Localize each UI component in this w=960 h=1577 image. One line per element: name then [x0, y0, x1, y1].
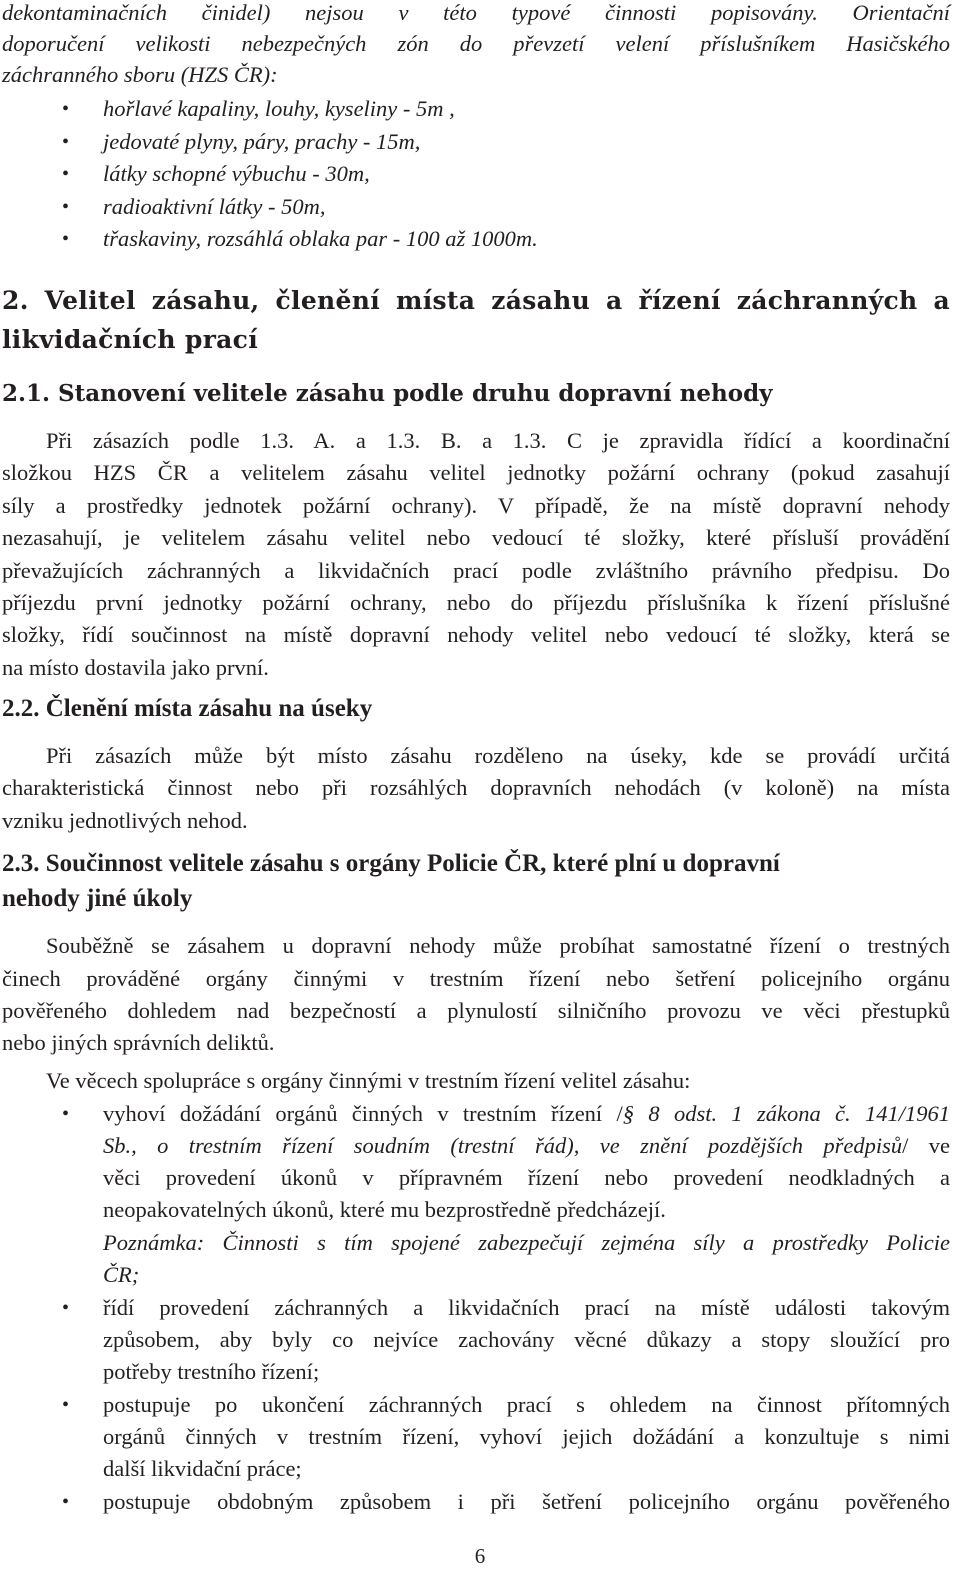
note-line: Poznámka: Činnosti s tím spojené zabezpečují zejména síly a prostředky Policie: [103, 1230, 950, 1255]
paragraph-line: pověřeného dohledem nad bezpečností a plynulostí silničního provozu ve věci přestupků: [2, 998, 950, 1023]
zone-item: jedovaté plyny, páry, prachy - 15m,: [103, 129, 421, 154]
zone-item: třaskaviny, rozsáhlá oblaka par - 100 až 1000m.: [103, 226, 538, 251]
bullet-icon: •: [62, 131, 70, 153]
section-2-1-heading: 2.1. Stanovení velitele zásahu podle druhu dopravní nehody: [2, 380, 773, 407]
paragraph-line: činech prováděné orgány činnými v trestním řízení nebo šetření policejního orgánu: [2, 966, 950, 991]
paragraph-line: Ve věcech spolupráce s orgány činnými v trestním řízení velitel zásahu:: [46, 1068, 691, 1093]
bullet-item-line: [103, 1133, 950, 1159]
text-run: / ve: [902, 1133, 950, 1158]
section-2-3-heading: 2.3. Součinnost velitele zásahu s orgány Policie ČR, které plní u dopravní: [2, 850, 780, 877]
bullet-icon: •: [62, 1491, 70, 1513]
bullet-item-line: způsobem, aby byly co nejvíce zachovány věcné důkazy a stopy sloužící pro: [103, 1327, 950, 1352]
bullet-icon: •: [62, 1103, 70, 1125]
bullet-item-line: postupuje po ukončení záchranných prací s ohledem na činnost přítomných: [103, 1392, 950, 1417]
bullet-item-line: postupuje obdobným způsobem i při šetření policejního orgánu pověřeného: [103, 1489, 950, 1514]
paragraph-line: složky, řídí součinnost na místě dopravní nehody velitel nebo vedoucí té složky, která se: [2, 622, 950, 647]
bullet-icon: •: [62, 228, 70, 250]
paragraph-line: Souběžně se zásahem u dopravní nehody může probíhat samostatné řízení o trestných: [46, 933, 950, 958]
section-2-2-heading: 2.2. Členění místa zásahu na úseky: [2, 695, 373, 722]
bullet-item-line: orgánů činných v trestním řízení, vyhoví jejich dožádání a konzultuje s nimi: [103, 1424, 950, 1449]
bullet-item-line: neopakovatelných úkonů, které mu bezprostředně předcházejí.: [103, 1197, 666, 1222]
paragraph-line: Při zásazích podle 1.3. A. a 1.3. B. a 1.3. C je zpravidla řídící a koordinační: [46, 428, 950, 453]
bullet-item-line: [103, 1101, 950, 1127]
paragraph-line: na místo dostavila jako první.: [2, 655, 269, 680]
bullet-item-line: potřeby trestního řízení;: [103, 1359, 320, 1384]
bullet-icon: •: [62, 196, 70, 218]
text-run-italic: Sb.: [103, 1133, 132, 1158]
intro-line: doporučení velikosti nebezpečných zón do převzetí velení příslušníkem Hasičského: [2, 31, 950, 56]
paragraph-line: síly a prostředky jednotek požární ochrany). V případě, že na místě dopravní nehody: [2, 493, 950, 518]
bullet-item-line: věci provedení úkonů v přípravném řízení nebo provedení neodkladných a: [103, 1165, 950, 1190]
paragraph-line: nezasahují, je velitelem zásahu velitel nebo vedoucí té složky, které přísluší provádění: [2, 525, 950, 550]
text-run-italic: § 8 odst. 1 zákona č. 141/1961: [622, 1101, 950, 1126]
text-run: vyhoví dožádání orgánů činných v trestním řízení /: [103, 1101, 623, 1126]
paragraph-line: nebo jiných správních deliktů.: [2, 1030, 275, 1055]
intro-line: dekontaminačních činidel) nejsou v této typové činnosti popisovány. Orientační: [2, 0, 950, 25]
bullet-icon: •: [62, 98, 70, 120]
zone-item: hořlavé kapaliny, louhy, kyseliny - 5m ,: [103, 96, 455, 121]
section-2-3-heading: nehody jiné úkoly: [2, 885, 193, 912]
paragraph-line: složkou HZS ČR a velitelem zásahu velitel jednotky požární ochrany (pokud zasahují: [2, 460, 950, 485]
paragraph-line: vzniku jednotlivých nehod.: [2, 808, 248, 833]
zone-item: látky schopné výbuchu - 30m,: [103, 161, 370, 186]
note-line: ČR;: [103, 1262, 140, 1287]
paragraph-line: charakteristická činnost nebo při rozsáhlých dopravních nehodách (v koloně) na místa: [2, 775, 950, 800]
paragraph-line: Při zásazích může být místo zásahu rozděleno na úseky, kde se provádí určitá: [46, 743, 950, 768]
text-run-italic: , o trestním řízení soudním (trestní řád), ve znění pozdějších předpisů: [131, 1133, 903, 1158]
section-2-heading: likvidačních prací: [2, 325, 258, 354]
bullet-icon: •: [62, 163, 70, 185]
paragraph-line: příjezdu první jednotky požární ochrany, nebo do příjezdu příslušníka k řízení příslušné: [2, 590, 950, 615]
paragraph-line: převažujících záchranných a likvidačních prací podle zvláštního právního předpisu. Do: [2, 558, 950, 583]
bullet-item-line: řídí provedení záchranných a likvidačních prací na místě události takovým: [103, 1295, 950, 1320]
zone-item: radioaktivní látky - 50m,: [103, 194, 326, 219]
bullet-icon: •: [62, 1297, 70, 1319]
page-number: 6: [474, 1544, 486, 1568]
section-2-heading: 2. Velitel zásahu, členění místa zásahu a řízení záchranných a: [2, 286, 950, 315]
bullet-item-line: další likvidační práce;: [103, 1456, 302, 1481]
intro-line: záchranného sboru (HZS ČR):: [2, 62, 278, 87]
bullet-icon: •: [62, 1394, 70, 1416]
